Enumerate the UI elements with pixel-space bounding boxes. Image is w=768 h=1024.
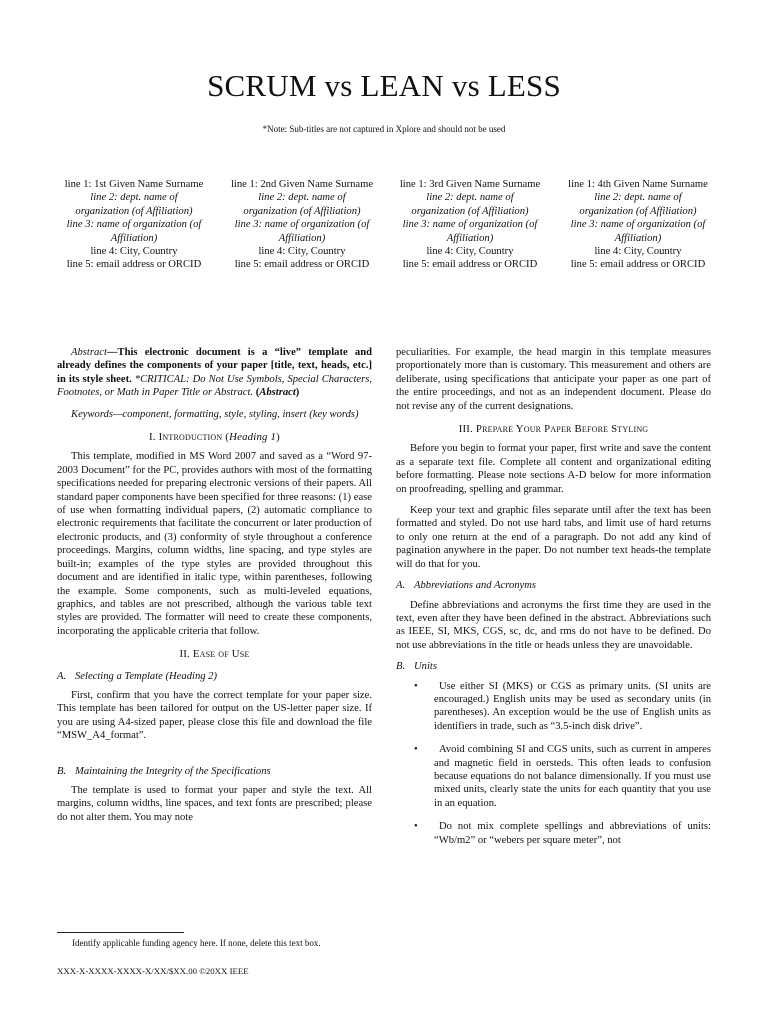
paper-title: SCRUM vs LEAN vs LESS xyxy=(207,68,561,103)
author-email-line: line 5: email address or ORCID xyxy=(234,259,370,271)
heading-style-note: Heading 1 xyxy=(229,431,277,444)
author-dept-line: line 2: dept. name of xyxy=(90,192,178,204)
subheading-letter: B. xyxy=(396,661,406,673)
author-org-line: line 3: name of organization (of xyxy=(234,219,370,231)
subheading-title: Selecting a Template (Heading 2) xyxy=(75,670,218,682)
subheading-integrity xyxy=(57,765,372,778)
subheading-abbreviations xyxy=(396,579,711,592)
list-item-text: Avoid combining SI and CGS units, such as current in amperes and magnetic field in oersteds. This often leads to confusion because equations do not balance dimensionally. If you must use mixed units, clearly state the units for each quantity that you use in an equation. xyxy=(434,744,711,809)
author-name-line: line 1: 4th Given Name Surname xyxy=(568,179,708,190)
abstract-tail-open: ( xyxy=(253,387,260,399)
author-dept-line-2: organization (of Affiliation) xyxy=(579,205,697,217)
abstract xyxy=(57,346,372,400)
subheading-letter: A. xyxy=(57,670,67,682)
author-dept-line: line 2: dept. name of xyxy=(594,192,682,204)
abstract-tail-close: ) xyxy=(295,387,300,399)
list-item xyxy=(396,820,711,847)
author-dept-line-2: organization (of Affiliation) xyxy=(75,205,193,217)
author-1 xyxy=(56,178,212,272)
list-item-text: Do not mix complete spellings and abbreviations of units: “Wb/m2” or “webers per square meter”, not xyxy=(434,821,711,846)
list-item xyxy=(396,743,711,810)
author-city-line: line 4: City, Country xyxy=(258,246,346,258)
author-city-line: line 4: City, Country xyxy=(90,246,178,258)
copyright-line: XXX-X-XXXX-XXXX-X/XX/$XX.00 ©20XX IEEE xyxy=(57,966,249,976)
intro-paragraph: This template, modified in MS Word 2007 and saved as a “Word 97-2003 Document” for the PC, provides authors with most of the formatting specifications needed for preparing electronic versions of their papers. All standard paper components have been specified for three reasons: (1) ease of use when formatting individual papers, (2) automatic compliance to electronic requirements that facilitate the concurrent or later production of electronic products, and (3) conformity of style throughout a conference proceedings. Margins, column widths, line spacing, and type styles are built-in; examples of the type styles are provided throughout this document and are identified in italic type, within parentheses, following the example. Some components, such as multi-leveled equations, graphics, and tables are not prescribed, although the various table text styles are provided. The formatter will need to create these components, incorporating the applicable criteria that follow. xyxy=(57,451,372,637)
author-dept-line: line 2: dept. name of xyxy=(258,192,346,204)
list-item xyxy=(396,680,711,734)
subheading-title: Maintaining the Integrity of the Specifications xyxy=(75,765,271,777)
funding-footnote: Identify applicable funding agency here. If none, delete this text box. xyxy=(72,938,321,948)
section-heading-introduction xyxy=(57,431,372,444)
abstract-text: This electronic document is a “live” template and already defines the components of your paper [title, text, heads, etc.] in its style sheet. xyxy=(57,347,372,385)
abstract-tail-word: Abstract xyxy=(259,387,296,399)
author-org-line: line 3: name of organization (of xyxy=(570,219,706,231)
author-org-line-2: Affiliation) xyxy=(110,232,158,244)
abstract-dash: — xyxy=(106,347,118,358)
author-3 xyxy=(392,178,548,272)
footnote-divider xyxy=(57,932,184,933)
selecting-template-paragraph: First, confirm that you have the correct template for your paper size. This template has been tailored for output on the US-letter paper size. If you are using A4-sized paper, please close this file and download the file “MSW_A4_format”. xyxy=(57,689,372,742)
subheading-letter: A. xyxy=(396,580,406,592)
author-city-line: line 4: City, Country xyxy=(426,246,514,258)
abbreviations-paragraph: Define abbreviations and acronyms the first time they are used in the text, even after they have been defined in the abstract. Abbreviations such as IEEE, SI, MKS, CGS, sc, dc, and rms do not have to be defined. Do not use abbreviations in the title or heads unless they are unavoidable. xyxy=(396,599,711,651)
subheading-letter: B. xyxy=(57,765,67,777)
author-4 xyxy=(560,178,716,272)
right-column xyxy=(396,346,711,857)
subheading-title: Units xyxy=(414,661,437,673)
section-heading-ease-of-use: II. Ease of Use xyxy=(179,648,250,661)
prepare-paragraph-2: Keep your text and graphic files separate until after the text has been formatted and styled. Do not use hard tabs, and limit use of hard returns to only one return at the end of a paragraph. Do not add any kind of pagination anywhere in the paper. Do not number text heads-the template will do that for you. xyxy=(396,505,711,570)
author-name-line: line 1: 2nd Given Name Surname xyxy=(230,179,374,190)
subheading-units xyxy=(396,660,711,673)
subtitle-note: *Note: Sub-titles are not captured in Xplore and should not be used xyxy=(262,124,506,134)
author-org-line-2: Affiliation) xyxy=(446,232,494,244)
author-block xyxy=(56,178,716,272)
bullet-icon: • xyxy=(414,680,418,692)
author-org-line-2: Affiliation) xyxy=(278,232,326,244)
left-column xyxy=(57,346,372,832)
author-name-line: line 1: 3rd Given Name Surname xyxy=(399,179,541,190)
integrity-paragraph: The template is used to format your paper and style the text. All margins, column widths, line spaces, and text fonts are prescribed; please do not alter them. You may note xyxy=(57,784,372,823)
heading-close: ) xyxy=(276,431,280,444)
author-2 xyxy=(224,178,380,272)
continued-paragraph: peculiarities. For example, the head margin in this template measures proportionately more than is customary. This measurement and others are deliberate, using specifications that anticipate your paper as one part of the entire proceedings, and not as an independent document. Please do not revise any of the current designations. xyxy=(396,347,711,412)
subheading-selecting-template xyxy=(57,670,372,683)
prepare-paragraph-1: Before you begin to format your paper, first write and save the content as a separate text file. Complete all content and organizational editing before formatting. Please note sections A-D below for more information on proofreading, spelling and grammar. xyxy=(396,443,711,495)
author-email-line: line 5: email address or ORCID xyxy=(402,259,538,271)
author-dept-line: line 2: dept. name of xyxy=(426,192,514,204)
author-org-line: line 3: name of organization (of xyxy=(402,219,538,231)
author-email-line: line 5: email address or ORCID xyxy=(66,259,202,271)
bullet-icon: • xyxy=(414,744,418,756)
bullet-icon: • xyxy=(414,821,418,833)
author-org-line-2: Affiliation) xyxy=(614,232,662,244)
author-org-line: line 3: name of organization (of xyxy=(66,219,202,231)
section-heading-prepare: III. Prepare Your Paper Before Styling xyxy=(458,423,649,436)
subheading-title: Abbreviations and Acronyms xyxy=(414,580,537,592)
author-dept-line-2: organization (of Affiliation) xyxy=(243,205,361,217)
units-list xyxy=(396,680,711,847)
author-dept-line-2: organization (of Affiliation) xyxy=(411,205,529,217)
list-item-text: Use either SI (MKS) or CGS as primary units. (SI units are encouraged.) English units may be used as secondary units (in parentheses). An exception would be the use of English units as identifiers in trade, such as “3.5-inch disk drive”. xyxy=(434,680,711,732)
keywords: Keywords—component, formatting, style, styling, insert (key words) xyxy=(71,408,359,420)
abstract-critical: *CRITICAL: Do Not Use Symbols, Special Characters, Footnotes, or Math in Paper Title or Abstract. xyxy=(57,373,373,399)
author-city-line: line 4: City, Country xyxy=(594,246,682,258)
author-email-line: line 5: email address or ORCID xyxy=(570,259,706,271)
abstract-label: Abstract xyxy=(71,347,107,358)
heading-text: I. Introduction ( xyxy=(149,431,230,444)
author-name-line: line 1: 1st Given Name Surname xyxy=(64,179,204,190)
